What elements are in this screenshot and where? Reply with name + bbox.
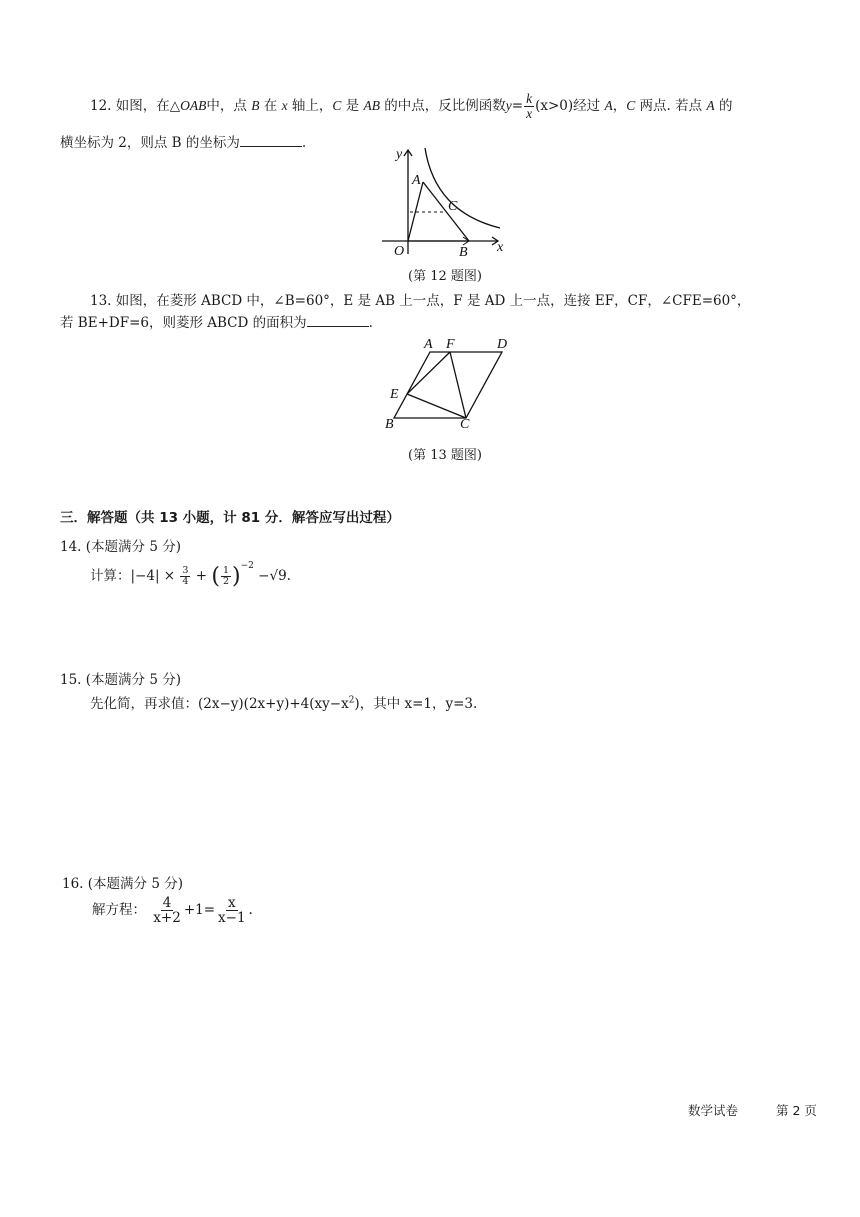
q13-caption: (第 13 题图) (408, 448, 482, 463)
q15-header: 15. (本题满分 5 分) (60, 672, 181, 688)
label-B: B (385, 417, 394, 432)
q12-figure (380, 142, 510, 260)
label-y: y (396, 147, 403, 162)
q12-number: 12. (90, 98, 112, 115)
q13-figure (380, 334, 520, 434)
answer-blank[interactable] (307, 314, 369, 327)
q12-line1: 12. 如图，在△OAB中，点 B 在 x 轴上，C 是 AB 的中点，反比例函数y= $\frac{k}{x}$ (x>0)经过 A，C 两点. 若点 A 的 (90, 91, 733, 122)
rhombus-ABCD (394, 352, 502, 418)
hyperbola-curve (425, 148, 500, 228)
q13-line1: 13. 如图，在菱形 ABCD 中，∠B=60°，E 是 AB 上一点，F 是 AD 上一点，连接 EF，CF，∠CFE=60°， (90, 293, 751, 309)
label-A: A (424, 337, 433, 352)
footer-page-number: 第 2 页 (776, 1103, 817, 1118)
segment-EC (407, 394, 466, 418)
label-x: x (497, 240, 504, 255)
q12-line2: 横坐标为 2，则点 B 的坐标为 . (60, 135, 307, 151)
q14-expression: 计算：|−4| × $\frac{3}{4}$ + ( $\frac{1}{2}$ )$^{-2}$ −√9. (90, 561, 291, 589)
label-F: F (446, 337, 455, 352)
q13-line2: 若 BE+DF=6，则菱形 ABCD 的面积为 . (60, 315, 373, 331)
label-D: D (497, 337, 508, 352)
label-E: E (390, 387, 399, 402)
q13-number: 13. (90, 293, 112, 309)
label-O: O (394, 244, 405, 259)
q16-equation: 解方程： $\frac{4}{x+2}$ +1= $\frac{x}{x-1}$ . (92, 895, 253, 927)
label-C: C (460, 417, 470, 432)
q12-caption: (第 12 题图) (408, 269, 482, 284)
segment-EF (407, 352, 450, 394)
q15-expression: 先化简，再求值：$(2x-y)(2x+y)+4(xy-x^2)$，其中 x=1，y=3. (90, 695, 478, 712)
segment-FC (450, 352, 466, 418)
segment-OA (408, 182, 423, 241)
footer-subject: 数学试卷 (688, 1103, 739, 1118)
label-C: C (448, 199, 458, 214)
answer-blank[interactable] (240, 134, 302, 147)
label-B: B (459, 245, 468, 260)
q16-header: 16. (本题满分 5 分) (62, 876, 183, 892)
section-title: 三．解答题（共 13 小题，计 81 分．解答应写出过程） (60, 510, 400, 526)
label-A: A (412, 173, 421, 188)
q12-fraction: $\frac{k}{x}$ (526, 91, 533, 122)
q14-header: 14. (本题满分 5 分) (60, 539, 181, 555)
